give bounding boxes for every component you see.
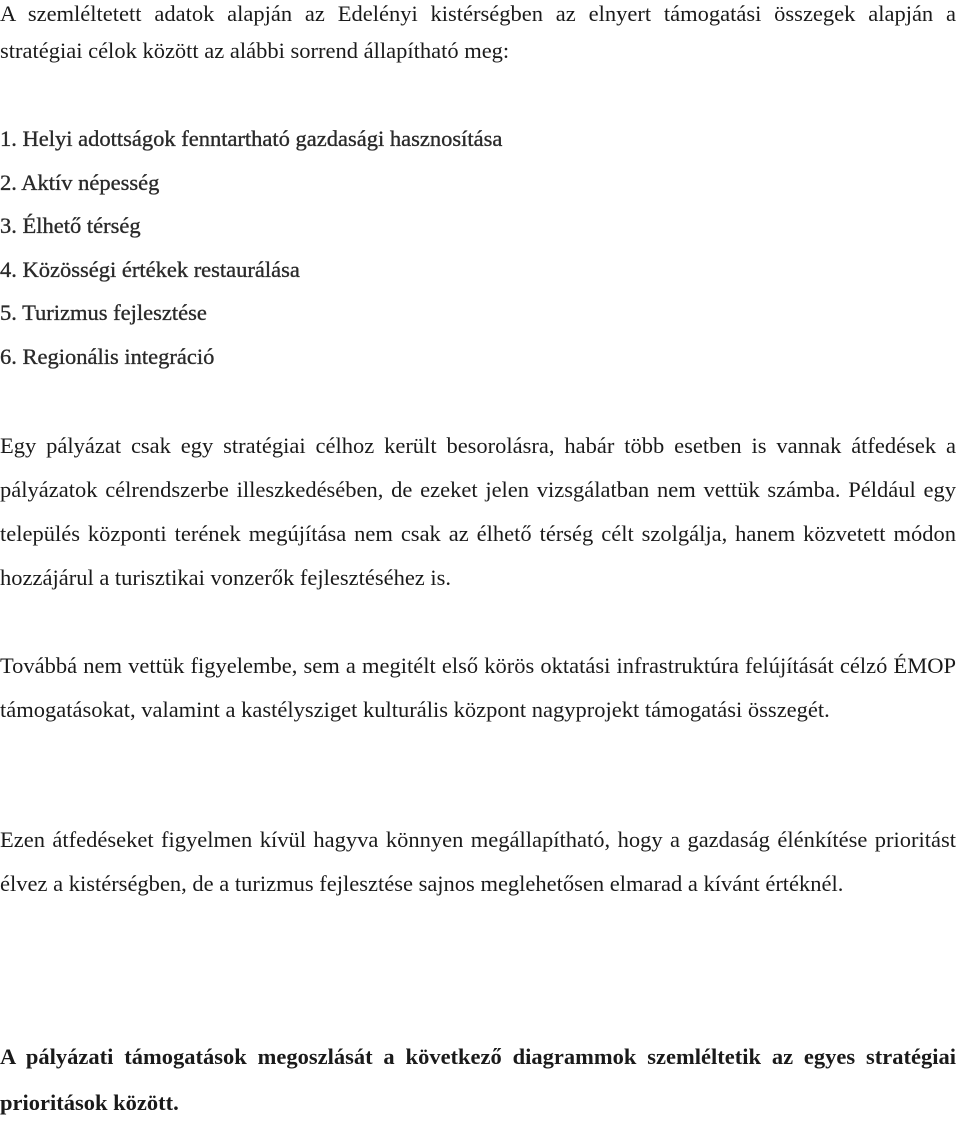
intro-paragraph: A szemléltetett adatok alapján az Edelényi kistérségben az elnyert támogatási összegek alapján a stratégiai célok között az alábbi sorrend állapítható meg:	[0, 1, 956, 63]
list-item: 5. Turizmus fejlesztése	[0, 300, 207, 325]
body-paragraph-overlap: Egy pályázat csak egy stratégiai célhoz került besorolásra, habár több esetben is vannak átfedések a pályázatok célrendszerbe illeszkedésében, de ezeket jelen vizsgálatban nem vettük számba. Például egy település központi terének megújítása nem csak az élhető térség célt szolgálja, hanem közvetett módon hozzájárul a turisztikai vonzerők fejlesztéséhez is.	[0, 433, 956, 590]
bold-closing-paragraph: A pályázati támogatások megoszlását a következő diagrammok szemléltetik az egyes stratégiai prioritások között.	[0, 1044, 956, 1115]
list-item: 3. Élhető térség	[0, 213, 141, 238]
list-item: 2. Aktív népesség	[0, 169, 160, 195]
list-item: 1. Helyi adottságok fenntartható gazdasági hasznosítása	[0, 126, 503, 151]
body-paragraph-exclusions: Továbbá nem vettük figyelembe, sem a megitélt első körös oktatási infrastruktúra felújítását célzó ÉMOP támogatásokat, valamint a kastélysziget kulturális központ nagyprojekt támogatási összegét.	[0, 653, 956, 722]
body-paragraph-conclusion: Ezen átfedéseket figyelmen kívül hagyva könnyen megállapítható, hogy a gazdaság élénkítése prioritást élvez a kistérségben, de a turizmus fejlesztése sajnos meglehetősen elmarad a kívánt értéknél.	[0, 827, 956, 896]
strategic-goals-list	[0, 117, 502, 378]
list-item: 6. Regionális integráció	[0, 343, 215, 369]
list-item: 4. Közösségi értékek restaurálása	[0, 256, 300, 282]
